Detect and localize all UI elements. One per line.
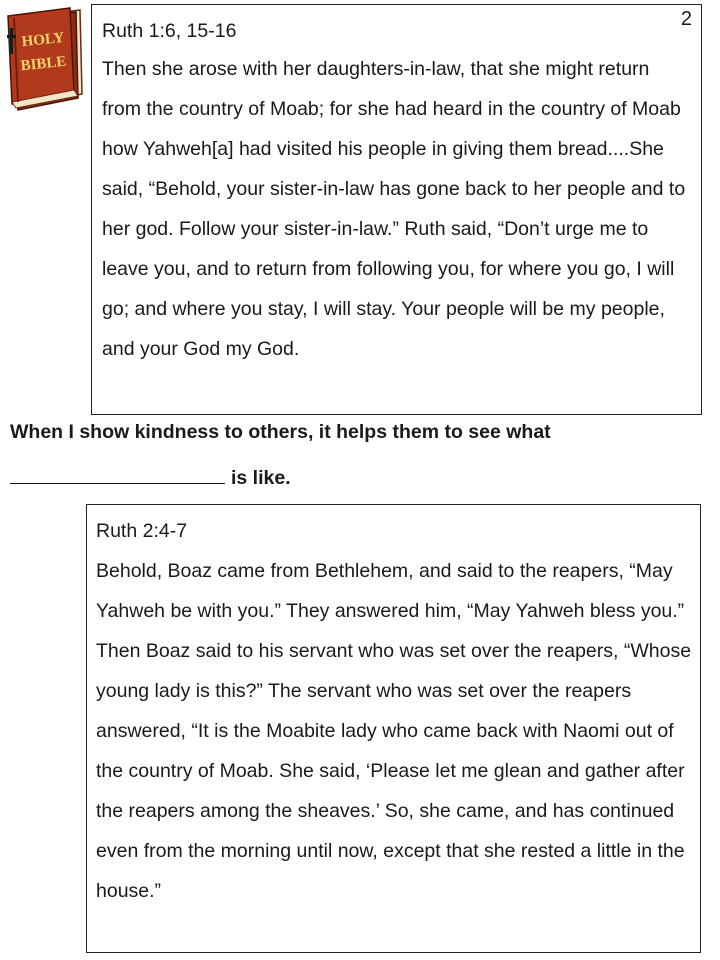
fill-in-blank[interactable] — [10, 465, 225, 484]
scripture-reference: Ruth 2:4-7 — [96, 520, 188, 542]
bible-icon-line2: BIBLE — [19, 53, 68, 75]
scripture-text: Behold, Boaz came from Bethlehem, and said to the reapers, “May Yahweh be with you.” They answered him, “May Yahweh bless you.” Then Boaz said to his servant who was set over the reapers, “Whose young lady is this?” The servant who was set over the reapers answered, “It is the Moabite lady who came back with Naomi out of the country of Moab. She said, ‘Please let me glean and gather after the reapers among the sheaves.’ So, she came, and has continued even from the morning until now, except that she rested a little in the house.” — [96, 560, 692, 902]
bible-icon-line1: HOLY — [20, 29, 66, 51]
reflection-prompt-line1: When I show kindness to others, it helps them to see what — [10, 421, 551, 443]
holy-bible-book-icon — [4, 6, 86, 114]
scripture-box-ruth-2 — [86, 504, 701, 953]
reflection-prompt-line2 — [10, 465, 291, 490]
scripture-text: Then she arose with her daughters-in-law, that she might return from the country of Moab; for she had heard in the country of Moab how Yahweh[a] had visited his people in giving them bread....She said, “Behold, your sister-in-law has gone back to her people and to her god. Follow your sister-in-law.” Ruth said, “Don’t urge me to leave you, and to return from following you, for where you go, I will go; and where you stay, I will stay. Your people will be my people, and your God my God. — [102, 58, 686, 360]
page-number: 2 — [680, 8, 692, 30]
reflection-prompt-suffix: is like. — [231, 467, 291, 489]
scripture-box-ruth-1 — [91, 4, 702, 415]
scripture-reference: Ruth 1:6, 15-16 — [102, 20, 237, 42]
